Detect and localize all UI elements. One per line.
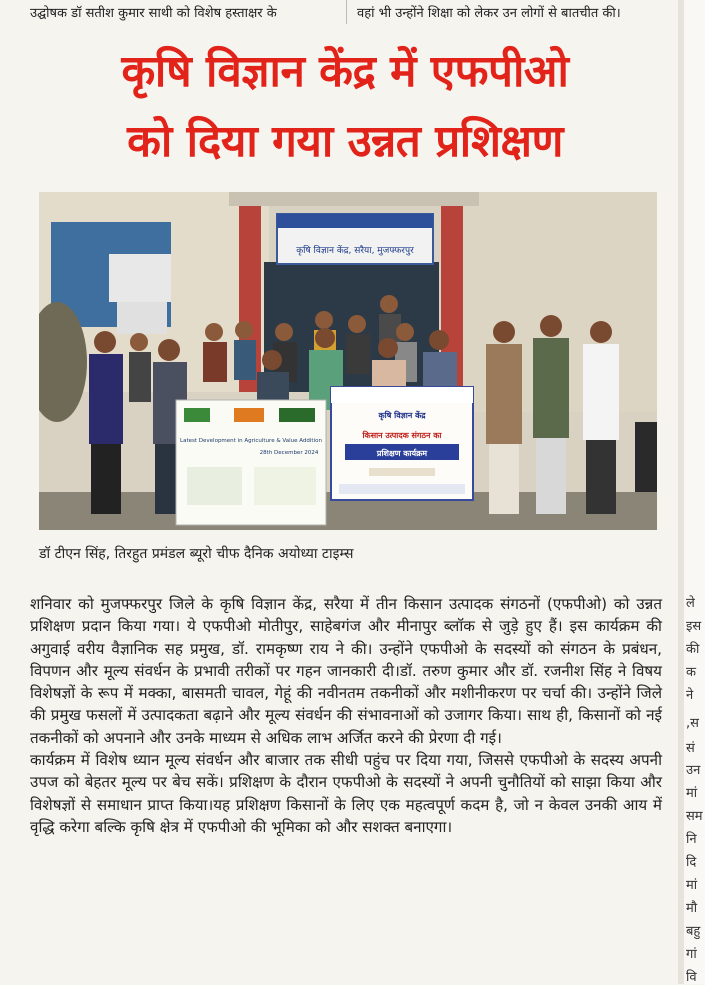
adjacent-column-fragment: सम [686,809,703,824]
adjacent-column-fragment: बहु [686,924,701,939]
adjacent-column-fragment: क [686,665,696,680]
adjacent-column-fragment: ,स [686,716,699,731]
adjacent-column-fragment: दि [686,855,697,870]
left-banner-title: Latest Development in Agriculture & Value Addition [180,438,322,444]
adjacent-column-fragment: सं [686,741,695,756]
building-sign-text: कृषि विज्ञान केंद्र, सरैया, मुजफ्फरपुर [296,246,414,256]
previous-article-snippet-right: वहां भी उन्होंने शिक्षा को लेकर उन लोगों से बातचीत की। [357,6,621,21]
adjacent-column-fragment: इस [686,619,702,634]
adjacent-column-fragment: नि [686,832,697,847]
adjacent-column-fragment: ले [686,596,695,611]
headline-line-2: को दिया गया उन्नत प्रशिक्षण [127,116,563,167]
right-banner-line-3: प्रशिक्षण कार्यक्रम [376,449,428,458]
right-banner-line-2: किसान उत्पादक संगठन का [362,431,442,440]
headline-line-1: कृषि विज्ञान केंद्र में एफपीओ [121,46,569,97]
adjacent-column-fragment: की [686,642,700,657]
adjacent-column-fragment: वि [686,970,697,985]
photo-caption: डॉ टीएन सिंह, तिरहुत प्रमंडल ब्यूरो चीफ दैनिक अयोध्या टाइम्स [39,546,354,562]
article-paragraph-2: कार्यक्रम में विशेष ध्यान मूल्य संवर्धन और बाजार तक सीधी पहुंच पर दिया गया, जिससे एफपीओ के सदस्य अपनी उपज को बेहतर मूल्य पर बेच सकें। प्रशिक्षण के दौरान एफपीओ के सदस्यों ने अपनी चुनौतियों को साझा किया और विशेषज्ञों से समाधान प्राप्त किया।यह प्रशिक्षण किसानों के लिए एक महत्वपूर्ण कदम है, जो न केवल उनकी आय में वृद्धि करेगा बल्कि कृषि क्षेत्र में एफपीओ की भूमिका को और सशक्त बनाएगा। [30,751,662,836]
page-edge [678,0,684,984]
adjacent-column-fragment: मां [686,786,698,801]
adjacent-column-fragment: उन [686,763,701,778]
previous-article-snippet-left: उद्घोषक डॉ सतीश कुमार साथी को विशेष हस्ताक्षर के [30,6,277,21]
left-banner-date: 28th December 2024 [259,450,319,456]
adjacent-column-fragment: मौ [686,901,698,916]
adjacent-column-fragment: ने [686,688,694,703]
adjacent-column-fragment: गां [686,947,697,962]
adjacent-column-strip [678,0,705,984]
column-divider [346,0,347,24]
article-paragraph-1: शनिवार को मुजफ्फरपुर जिले के कृषि विज्ञान केंद्र, सरैया में तीन किसान उत्पादक संगठनों (एफपीओ) को उन्नत प्रशिक्षण प्रदान किया गया। ये एफपीओ मोतीपुर, साहेबगंज और मीनापुर ब्लॉक से जुड़े हुए हैं। इस कार्यक्रम की अगुवाई वरीय वैज्ञानिक सह प्रमुख, डॉ. रामकृष्ण राय ने की। उन्होंने एफपीओ के सदस्यों को संगठन के प्रबंधन, विपणन और मूल्य संवर्धन के प्रभावी तरीकों पर गहन जानकारी दी।डॉ. तरुण कुमार और डॉ. रजनीश सिंह ने विषय विशेषज्ञों के रूप में मक्का, बासमती चावल, गेहूं की नवीनतम तकनीकों और मशीनीकरण पर चर्चा की। उन्होंने जिले की प्रमुख फसलों में उत्पादकता बढ़ाने और मूल्य संवर्धन की संभावनाओं को उजागर किया। साथ ही, किसानों को नई तकनीकों को अपनाने और उनके माध्यम से अधिक लाभ अर्जित करने की प्रेरणा दी गई। [30,595,662,747]
article-body [30,593,662,838]
right-banner-line-1: कृषि विज्ञान केंद्र [378,411,426,420]
adjacent-column-fragment: मां [686,878,698,893]
news-photo [39,192,657,530]
